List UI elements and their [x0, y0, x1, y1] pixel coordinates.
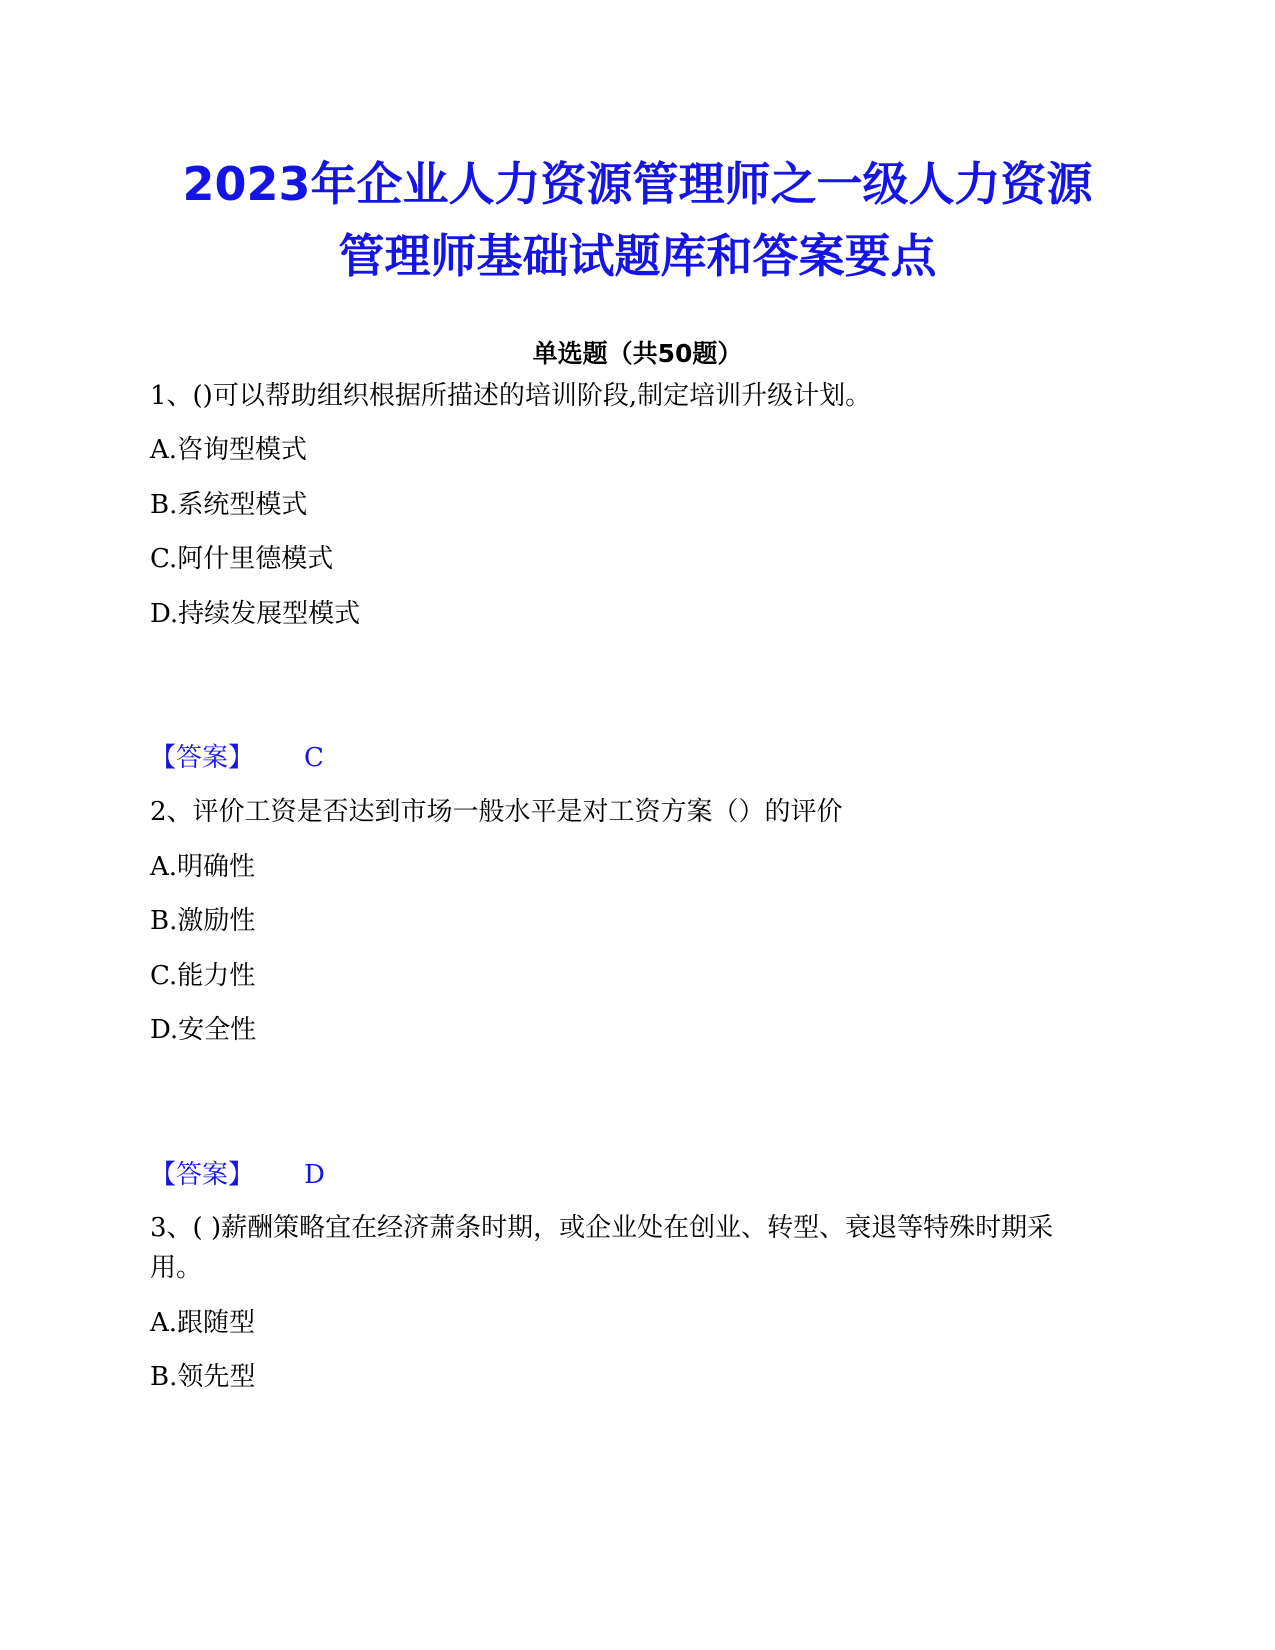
question-1-answer: [150, 738, 324, 778]
question-2-option-d: D.安全性: [150, 1015, 257, 1045]
question-1-stem: 1、()可以帮助组织根据所描述的培训阶段,制定培训升级计划。: [150, 381, 872, 411]
title-line-2: 管理师基础试题库和答案要点: [338, 229, 937, 283]
answer-label: 【答案】: [150, 1160, 255, 1190]
section-heading: 单选题（共50题）: [532, 339, 743, 368]
question-3-option-b: B.领先型: [150, 1362, 256, 1392]
question-2-option-c: C.能力性: [150, 961, 256, 991]
question-2-option-a: A.明确性: [150, 852, 256, 882]
question-1-option-d: D.持续发展型模式: [150, 599, 361, 629]
question-3-option-a: A.跟随型: [150, 1308, 256, 1338]
question-1-option-a: A.咨询型模式: [150, 435, 308, 465]
question-2-stem: 2、评价工资是否达到市场一般水平是对工资方案（）的评价: [150, 797, 843, 827]
question-1-option-c: C.阿什里德模式: [150, 544, 334, 574]
question-1-option-b: B.系统型模式: [150, 490, 308, 520]
title-line-1: 2023年企业人力资源管理师之一级人力资源: [182, 157, 1093, 211]
answer-value: D: [304, 1160, 325, 1190]
question-2-option-b: B.激励性: [150, 906, 256, 936]
answer-value: C: [304, 743, 324, 773]
page-title: [100, 148, 1175, 292]
question-3-stem: 3、( )薪酬策略宜在经济萧条时期，或企业处在创业、转型、衰退等特殊时期采用。: [150, 1213, 1054, 1283]
answer-label: 【答案】: [150, 743, 255, 773]
question-2-answer: [150, 1155, 325, 1195]
